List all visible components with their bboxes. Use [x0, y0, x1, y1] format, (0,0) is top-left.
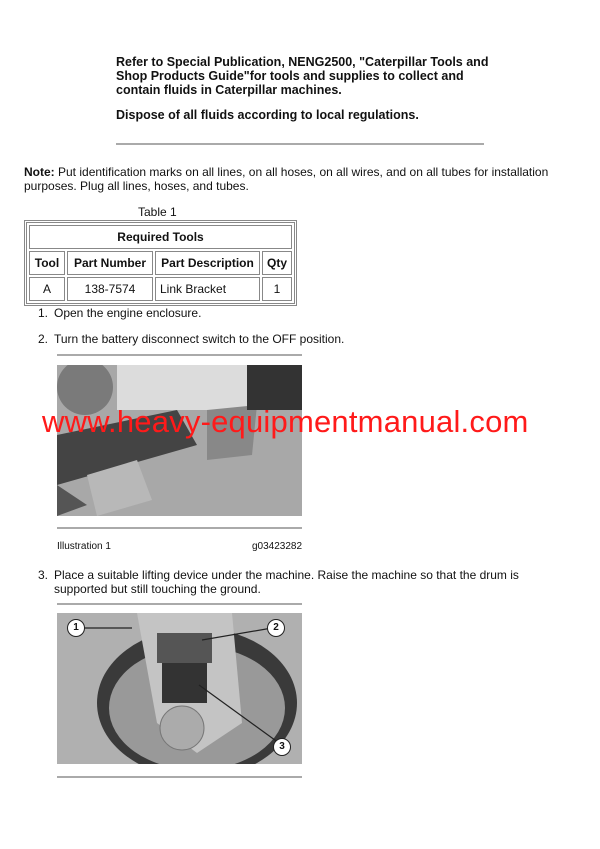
step-text: Place a suitable lifting device under the machine. Raise the machine so that the drum is	[54, 568, 519, 582]
notice-line: contain fluids in Caterpillar machines.	[116, 83, 342, 97]
callout-2: 2	[267, 619, 285, 637]
cell-qty: 1	[262, 277, 292, 301]
step-text: Open the engine enclosure.	[54, 306, 202, 320]
divider	[57, 776, 302, 778]
cell-part-description: Link Bracket	[155, 277, 260, 301]
notice-line: Refer to Special Publication, NENG2500, "Caterpillar Tools and	[116, 55, 489, 69]
step-text: supported but still touching the ground.	[54, 582, 261, 596]
illustration-id: g03423282	[252, 541, 303, 552]
step-number: 2.	[38, 332, 49, 346]
notice-dispose: Dispose of all fluids according to local regulations.	[116, 108, 419, 122]
divider	[116, 143, 484, 145]
column-header: Part Number	[67, 251, 153, 275]
table-caption: Table 1	[138, 205, 177, 219]
cell-tool: A	[29, 277, 65, 301]
illustration-2-photo	[57, 613, 302, 764]
divider	[57, 354, 302, 356]
callout-1: 1	[67, 619, 85, 637]
cell-part-number: 138-7574	[67, 277, 153, 301]
notice-line: Shop Products Guide"for tools and supplies to collect and	[116, 69, 464, 83]
illustration-1-photo	[57, 365, 302, 516]
divider	[57, 527, 302, 529]
column-header: Part Description	[155, 251, 260, 275]
column-header: Tool	[29, 251, 65, 275]
step-text: Turn the battery disconnect switch to the OFF position.	[54, 332, 345, 346]
callout-3: 3	[273, 738, 291, 756]
note-label: Note:	[24, 165, 55, 179]
watermark: www.heavy-equipmentmanual.com	[42, 404, 529, 439]
required-tools-table	[24, 220, 297, 306]
note-text: Put identification marks on all lines, on all hoses, on all wires, and on all tubes for installation	[54, 165, 549, 179]
column-header: Qty	[262, 251, 292, 275]
note-text: purposes. Plug all lines, hoses, and tubes.	[24, 179, 249, 193]
illustration-label: Illustration 1	[57, 541, 111, 552]
step-number: 1.	[38, 306, 49, 320]
table-title: Required Tools	[29, 225, 292, 249]
divider	[57, 603, 302, 605]
step-number: 3.	[38, 568, 49, 582]
table-row	[29, 277, 292, 301]
